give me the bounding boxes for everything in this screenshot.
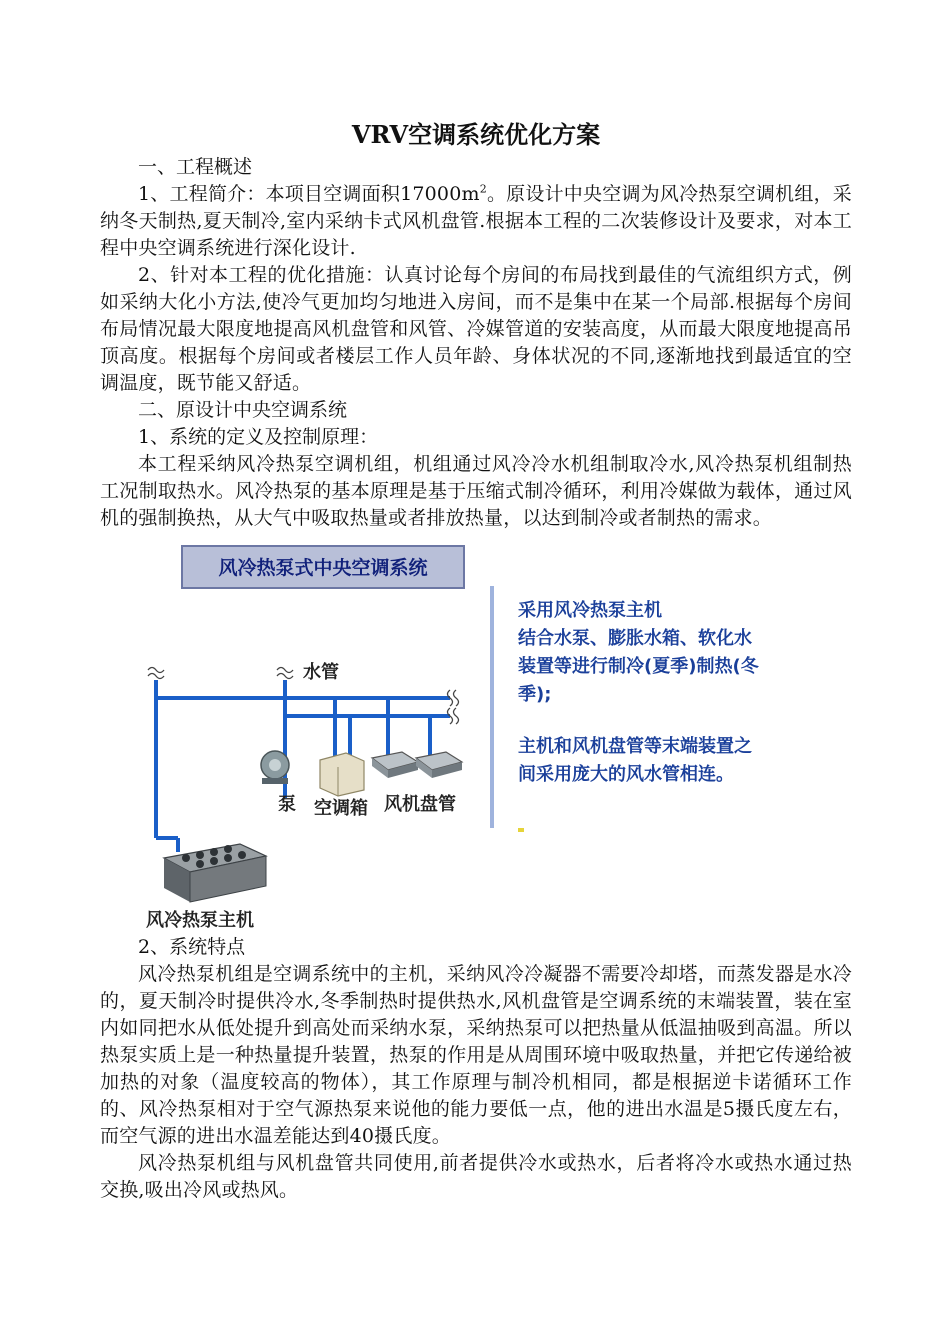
fan-dot-6 [210,857,218,865]
paragraph-project-intro [100,181,852,262]
section-heading-2: 二、原设计中央空调系统 [138,399,348,421]
subsection-definition: 1、系统的定义及控制原理： [138,426,379,448]
break-mark-8 [454,708,459,724]
pump-icon [261,751,289,784]
banner-label: 风冷热泵式中央空调系统 [218,557,428,579]
break-mark-4 [277,674,293,679]
paragraph-combined-use: 风冷热泵机组与风机盘管共同使用,前者提供冷水或热水，后者将冷水或热水通过热交换,吸出冷风或热风。 [100,1152,852,1201]
water-pipe-label: 水管 [303,662,339,683]
break-mark-2 [148,674,164,679]
main-unit-icon [164,844,266,902]
pump-base [262,778,288,784]
fan-dot-8 [238,851,246,859]
desc-line-4: 季); [518,684,552,705]
fan-dot-5 [196,860,204,868]
yellow-marker [518,828,524,832]
fan-dot-3 [210,848,218,856]
area-superscript: 2 [479,182,487,196]
fan-coil-icon [372,752,462,778]
intro-text-b: 。原设计中央空调为风冷热泵空调机组，采纳冬天制热,夏天制冷,室内采纳卡式风机盘管.根据本工程的二次装修设计及要求，对本工程中央空调系统进行深化设计. [100,183,852,259]
page-title: VRV空调系统优化方案 [351,120,601,149]
pump-hub [269,759,281,771]
system-diagram-svg [100,538,852,930]
subsection-features: 2、系统特点 [138,936,246,958]
fan-dot-1 [182,854,190,862]
desc-line-6: 间采用庞大的风水管相连。 [518,764,734,785]
air-box-icon [320,753,364,796]
section-heading-1: 一、工程概述 [138,156,253,178]
desc-line-5: 主机和风机盘管等末端装置之 [518,736,752,757]
main-unit-label: 风冷热泵主机 [146,910,254,930]
air-box-label: 空调箱 [314,798,368,819]
break-mark-3 [277,668,293,673]
system-diagram [100,538,852,930]
desc-line-2: 结合水泵、膨胀水箱、软化水 [518,628,752,649]
break-mark-1 [148,668,164,673]
paragraph-optimization: 2、针对本工程的优化措施：认真讨论每个房间的布局找到最佳的气流组织方式，例如采纳大化小方法,使冷气更加均匀地进入房间，而不是集中在某一个局部.根据每个房间布局情况最大限度地提高风机盘管和风管、冷媒管道的安装高度，从而最大限度地提高吊顶高度。根据每个房间或者楼层工作人员年龄、身体状况的不同,逐渐地找到最适宜的空调温度，既节能又舒适。 [100,264,852,394]
paragraph-principle: 本工程采纳风冷热泵空调机组，机组通过风冷冷水机组制取冷水,风冷热泵机组制热工况制取热水。风冷热泵的基本原理是基于压缩式制冷循环，利用冷媒做为载体，通过风机的强制换热，从大气中吸取热量或者排放热量，以达到制冷或者制热的需求。 [100,453,852,529]
figure-description [518,599,760,785]
intro-text-a: 1、工程简介：本项目空调面积17000m [138,183,480,205]
fan-dot-4 [224,845,232,853]
fan-coil-label: 风机盘管 [384,794,456,815]
break-mark-6 [454,690,459,706]
desc-line-3: 装置等进行制冷(夏季)制热(冬 [518,656,759,677]
paragraph-features: 风冷热泵机组是空调系统中的主机，采纳风冷冷凝器不需要冷却塔，而蒸发器是水冷的，夏天制冷时提供冷水,冬季制热时提供热水,风机盘管是空调系统的末端装置，装在室内如同把水从低处提升到高处而采纳水泵，采纳热泵可以把热量从低温抽吸到高温。所以热泵实质上是一种热量提升装置，热泵的作用是从周围环境中吸取热量，并把它传递给被加热的对象（温度较高的物体），其工作原理与制冷机相同，都是根据逆卡诺循环工作的、风冷热泵相对于空气源热泵来说他的能力要低一点，他的进出水温是5摄氏度左右，而空气源的进出水温差能达到40摄氏度。 [100,963,852,1147]
document-page [100,118,852,1204]
fan-dot-7 [224,854,232,862]
desc-line-1: 采用风冷热泵主机 [518,600,662,621]
air-box-body [320,753,364,796]
pump-label: 泵 [278,794,296,815]
fan-dot-2 [196,851,204,859]
